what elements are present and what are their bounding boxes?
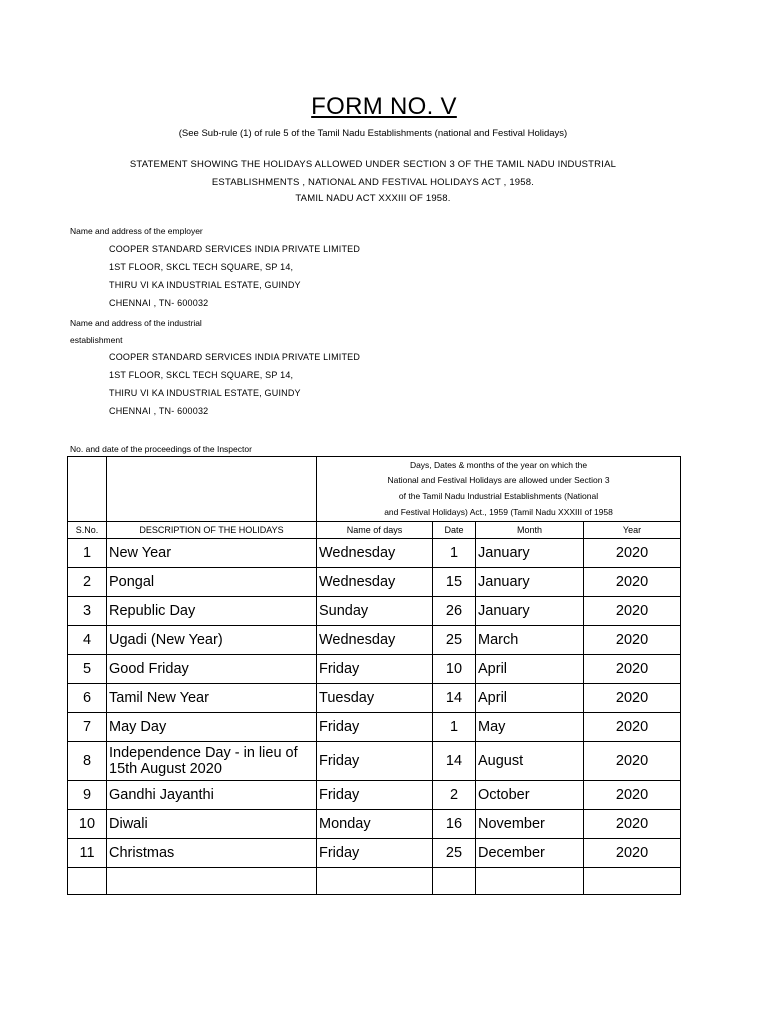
- cell-year: 2020: [584, 655, 681, 684]
- establishment-label: Name and address of the industrial: [70, 318, 202, 328]
- cell-date: 16: [433, 810, 476, 839]
- cell-date: 1: [433, 539, 476, 568]
- header-blank-cell: [107, 457, 317, 522]
- cell-day: Monday: [317, 810, 433, 839]
- cell-sno: 1: [68, 539, 107, 568]
- cell-month: March: [476, 626, 584, 655]
- cell-year: 2020: [584, 597, 681, 626]
- cell-day: Wednesday: [317, 568, 433, 597]
- cell-empty: [433, 868, 476, 895]
- header-blank-cell: [68, 457, 107, 522]
- column-header-month: Month: [476, 522, 584, 539]
- cell-description: May Day: [107, 713, 317, 742]
- cell-year: 2020: [584, 626, 681, 655]
- cell-month: December: [476, 839, 584, 868]
- employer-address-line: COOPER STANDARD SERVICES INDIA PRIVATE LIMITED: [109, 244, 361, 254]
- cell-day: Friday: [317, 781, 433, 810]
- holidays-table: [67, 456, 681, 895]
- cell-description: Republic Day: [107, 597, 317, 626]
- cell-date: 10: [433, 655, 476, 684]
- establishment-address-line: THIRU VI KA INDUSTRIAL ESTATE, GUINDY: [109, 388, 301, 398]
- cell-sno: 9: [68, 781, 107, 810]
- table-row: [68, 742, 681, 781]
- header-note-line: and Festival Holidays) Act., 1959 (Tamil Nadu XXXIII of 1958: [384, 506, 613, 517]
- cell-year: 2020: [584, 810, 681, 839]
- cell-month: January: [476, 539, 584, 568]
- column-header-sno: S.No.: [68, 522, 107, 539]
- table-header-row: [68, 457, 681, 522]
- cell-empty: [107, 868, 317, 895]
- cell-year: 2020: [584, 568, 681, 597]
- cell-year: 2020: [584, 839, 681, 868]
- cell-year: 2020: [584, 684, 681, 713]
- cell-month: April: [476, 655, 584, 684]
- establishment-address-line: 1ST FLOOR, SKCL TECH SQUARE, SP 14,: [109, 370, 294, 380]
- header-note-line: Days, Dates & months of the year on which the: [409, 459, 588, 470]
- cell-month: October: [476, 781, 584, 810]
- table-row: [68, 626, 681, 655]
- table-row: [68, 684, 681, 713]
- cell-description: Ugadi (New Year): [107, 626, 317, 655]
- cell-day: Friday: [317, 655, 433, 684]
- cell-date: 26: [433, 597, 476, 626]
- cell-sno: 6: [68, 684, 107, 713]
- employer-address-line: CHENNAI , TN- 600032: [109, 298, 209, 308]
- cell-month: January: [476, 568, 584, 597]
- cell-day: Wednesday: [317, 539, 433, 568]
- cell-description: Good Friday: [107, 655, 317, 684]
- table-row: [68, 568, 681, 597]
- cell-date: 14: [433, 684, 476, 713]
- table-row: [68, 810, 681, 839]
- cell-sno: 5: [68, 655, 107, 684]
- establishment-address-line: CHENNAI , TN- 600032: [109, 406, 209, 416]
- cell-description: Pongal: [107, 568, 317, 597]
- cell-day: Tuesday: [317, 684, 433, 713]
- cell-day: Sunday: [317, 597, 433, 626]
- employer-label: Name and address of the employer: [70, 226, 203, 236]
- cell-empty: [68, 868, 107, 895]
- cell-year: 2020: [584, 781, 681, 810]
- table-row: [68, 781, 681, 810]
- statement-line-3: TAMIL NADU ACT XXXIII OF 1958.: [295, 193, 451, 204]
- table-row: [68, 597, 681, 626]
- cell-date: 25: [433, 626, 476, 655]
- table-row: [68, 713, 681, 742]
- cell-sno: 3: [68, 597, 107, 626]
- cell-empty: [476, 868, 584, 895]
- cell-month: August: [476, 742, 584, 781]
- column-header-description: DESCRIPTION OF THE HOLIDAYS: [107, 522, 317, 539]
- form-title: FORM NO. V: [311, 93, 457, 120]
- cell-month: April: [476, 684, 584, 713]
- cell-date: 14: [433, 742, 476, 781]
- cell-sno: 10: [68, 810, 107, 839]
- cell-sno: 11: [68, 839, 107, 868]
- table-row: [68, 655, 681, 684]
- cell-description: Christmas: [107, 839, 317, 868]
- cell-day: Friday: [317, 713, 433, 742]
- cell-month: November: [476, 810, 584, 839]
- column-header-date: Date: [433, 522, 476, 539]
- cell-date: 1: [433, 713, 476, 742]
- cell-year: 2020: [584, 539, 681, 568]
- column-header-year: Year: [584, 522, 681, 539]
- cell-description: Gandhi Jayanthi: [107, 781, 317, 810]
- cell-month: January: [476, 597, 584, 626]
- cell-sno: 7: [68, 713, 107, 742]
- establishment-address-line: COOPER STANDARD SERVICES INDIA PRIVATE LIMITED: [109, 352, 361, 362]
- cell-description: Independence Day - in lieu of 15th August 2020: [107, 742, 317, 781]
- cell-description: New Year: [107, 539, 317, 568]
- cell-description: Tamil New Year: [107, 684, 317, 713]
- cell-sno: 2: [68, 568, 107, 597]
- form-subtitle: (See Sub-rule (1) of rule 5 of the Tamil Nadu Establishments (national and Festival Holidays): [178, 128, 568, 139]
- employer-address-line: THIRU VI KA INDUSTRIAL ESTATE, GUINDY: [109, 280, 301, 290]
- cell-sno: 4: [68, 626, 107, 655]
- cell-description: Diwali: [107, 810, 317, 839]
- header-note-line: National and Festival Holidays are allowed under Section 3: [387, 475, 610, 486]
- column-header-row: [68, 522, 681, 539]
- cell-date: 15: [433, 568, 476, 597]
- table-header-note: [317, 457, 681, 522]
- cell-empty: [317, 868, 433, 895]
- cell-day: Wednesday: [317, 626, 433, 655]
- header-note-line: of the Tamil Nadu Industrial Establishments (National: [398, 491, 599, 501]
- employer-address-line: 1ST FLOOR, SKCL TECH SQUARE, SP 14,: [109, 262, 294, 272]
- cell-day: Friday: [317, 839, 433, 868]
- cell-date: 25: [433, 839, 476, 868]
- cell-year: 2020: [584, 713, 681, 742]
- cell-month: May: [476, 713, 584, 742]
- cell-day: Friday: [317, 742, 433, 781]
- cell-date: 2: [433, 781, 476, 810]
- inspector-label: No. and date of the proceedings of the Inspector: [70, 444, 252, 454]
- cell-sno: 8: [68, 742, 107, 781]
- statement-line-1: STATEMENT SHOWING THE HOLIDAYS ALLOWED UNDER SECTION 3 OF THE TAMIL NADU INDUSTRIAL: [129, 159, 617, 170]
- table-row-empty: [68, 868, 681, 895]
- cell-empty: [584, 868, 681, 895]
- table-row: [68, 839, 681, 868]
- column-header-day: Name of days: [317, 522, 433, 539]
- statement-line-2: ESTABLISHMENTS , NATIONAL AND FESTIVAL HOLIDAYS ACT , 1958.: [211, 177, 535, 188]
- cell-year: 2020: [584, 742, 681, 781]
- table-row: [68, 539, 681, 568]
- establishment-label-cont: establishment: [70, 335, 123, 345]
